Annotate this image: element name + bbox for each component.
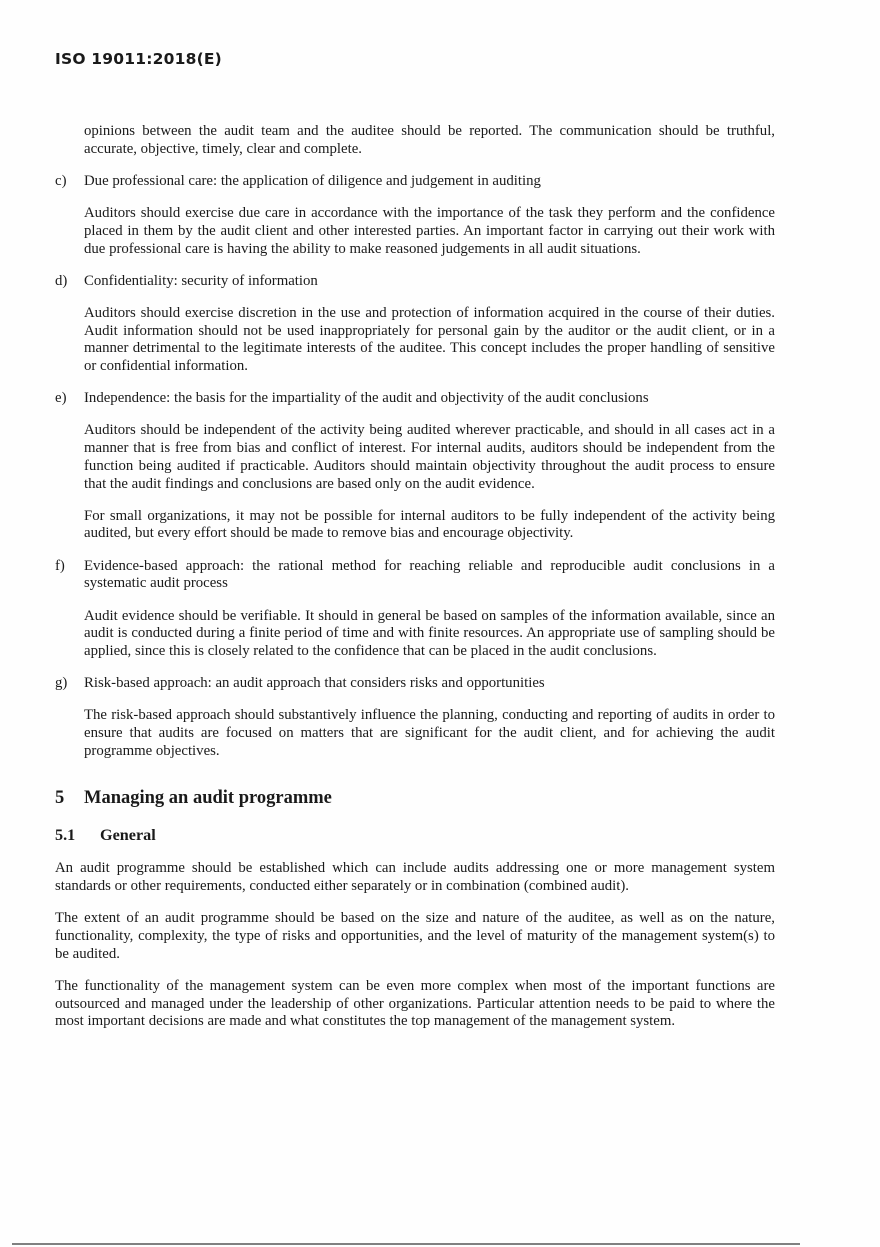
- body-paragraph: The functionality of the management system can be even more complex when most of the important functions are outsourced and managed under the leadership of other organizations. Particular attention needs to be paid to where the most important decisions are made and what constitutes the top management of the management system.: [55, 978, 775, 1030]
- list-item: [55, 390, 775, 408]
- list-item: [55, 173, 775, 191]
- list-item-label: d): [55, 272, 68, 289]
- list-item-paragraph: The risk-based approach should substantively influence the planning, conducting and reporting of audits in order to ensure that audits are focused on matters that are significant for the audit client, and for achieving the audit programme objectives.: [84, 707, 775, 759]
- list-item-paragraph: Auditors should exercise discretion in the use and protection of information acquired in the course of their duties. Audit information should not be used inappropriately for personal gain by the auditor or the audit client, or in a manner detrimental to the legitimate interests of the auditee. This concept includes the proper handling of sensitive or confidential information.: [84, 304, 775, 375]
- continuation-paragraph: opinions between the audit team and the auditee should be reported. The communication should be truthful, accurate, objective, timely, clear and complete.: [84, 123, 775, 157]
- page-body: [55, 123, 775, 1046]
- list-item-label: e): [55, 390, 67, 407]
- list-item-title: Independence: the basis for the impartiality of the audit and objectivity of the audit conclusions: [84, 390, 649, 407]
- section-number: 5: [55, 788, 65, 809]
- list-item-label: g): [55, 675, 68, 692]
- subsection-title: General: [100, 826, 156, 845]
- subsection-number: 5.1: [55, 826, 76, 845]
- list-item-title: Evidence-based approach: the rational method for reaching reliable and reproducible audit conclusions in a systematic audit process: [84, 557, 775, 592]
- subsection-heading: [55, 824, 775, 846]
- list-item-paragraph: Auditors should exercise due care in accordance with the importance of the task they perform and the confidence placed in them by the audit client and other interested parties. An important factor in carrying out their work with due professional care is having the ability to make reasoned judgements in all audit situations.: [84, 205, 775, 257]
- principles-list: [55, 173, 775, 761]
- document-id-header: ISO 19011:2018(E): [55, 50, 222, 68]
- list-item-label: c): [55, 172, 67, 189]
- list-item-label: f): [55, 557, 65, 574]
- list-item-title: Risk-based approach: an audit approach that considers risks and opportunities: [84, 675, 545, 692]
- list-item-paragraph: For small organizations, it may not be possible for internal auditors to be fully independent of the activity being audited, but every effort should be made to remove bias and encourage objectivity.: [84, 507, 775, 542]
- section-title: Managing an audit programme: [84, 788, 332, 809]
- list-item-paragraph: Audit evidence should be verifiable. It should in general be based on samples of the information available, since an audit is conducted during a finite period of time and with finite resources. An appropriate use of sampling should be applied, since this is closely related to the confidence that can be placed in the audit conclusions.: [84, 607, 775, 659]
- footer-rule: [12, 1243, 800, 1245]
- body-paragraph: An audit programme should be established which can include audits addressing one or more management system standards or other requirements, conducted either separately or in combination (combined audit).: [55, 860, 775, 895]
- section-heading: [55, 786, 775, 810]
- list-item: [55, 558, 775, 593]
- body-paragraph: The extent of an audit programme should be based on the size and nature of the auditee, as well as on the nature, functionality, complexity, the type of risks and opportunities, and the level of maturity of the management system(s) to be audited.: [55, 910, 775, 962]
- list-item-title: Due professional care: the application of diligence and judgement in auditing: [84, 172, 541, 189]
- list-item-paragraph: Auditors should be independent of the activity being audited wherever practicable, and should in all cases act in a manner that is free from bias and conflict of interest. For internal audits, auditors should be independent from the function being audited if practicable. Auditors should maintain objectivity throughout the audit process to ensure that the audit findings and conclusions are based only on the audit evidence.: [84, 422, 775, 492]
- list-item-title: Confidentiality: security of information: [84, 272, 318, 289]
- list-item: [55, 273, 775, 291]
- list-item: [55, 675, 775, 693]
